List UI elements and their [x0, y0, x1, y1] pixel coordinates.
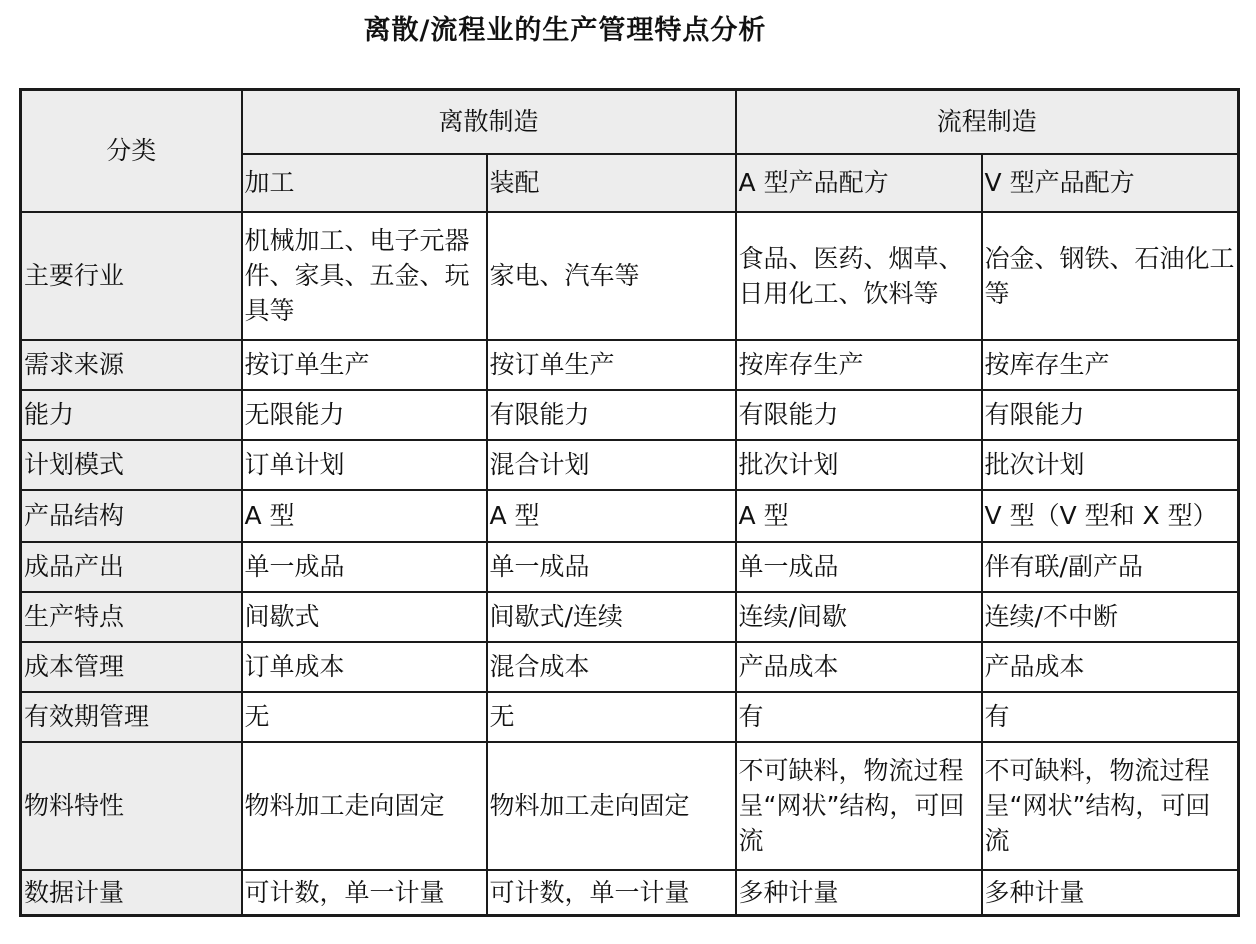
table-cell: 产品成本	[982, 642, 1239, 692]
table-row	[21, 340, 1239, 390]
table-cell: 按库存生产	[736, 340, 982, 390]
comparison-table	[19, 88, 1240, 917]
table-cell: 按库存生产	[982, 340, 1239, 390]
table-cell: 按订单生产	[487, 340, 736, 390]
table-cell: A 型	[736, 490, 982, 542]
row-label: 有效期管理	[21, 692, 242, 742]
table-cell: 订单计划	[242, 440, 487, 490]
table-row	[21, 542, 1239, 592]
table-cell: 机械加工、电子元器件、家具、五金、玩具等	[242, 212, 487, 340]
table-cell: 产品成本	[736, 642, 982, 692]
table-cell: 批次计划	[982, 440, 1239, 490]
row-label: 数据计量	[21, 870, 242, 916]
table-row	[21, 490, 1239, 542]
table-cell: 冶金、钢铁、石油化工等	[982, 212, 1239, 340]
table-cell: 不可缺料，物流过程呈“网状”结构，可回流	[982, 742, 1239, 870]
table-cell: 单一成品	[242, 542, 487, 592]
table-cell: 订单成本	[242, 642, 487, 692]
row-label: 需求来源	[21, 340, 242, 390]
table-row	[21, 390, 1239, 440]
page-title: 离散/流程业的生产管理特点分析	[363, 15, 767, 46]
discrete-header: 离散制造	[242, 90, 736, 154]
table-cell: 物料加工走向固定	[242, 742, 487, 870]
subheader-assembly: 装配	[487, 154, 736, 212]
table-cell: 家电、汽车等	[487, 212, 736, 340]
table-cell: 有限能力	[982, 390, 1239, 440]
table-row	[21, 592, 1239, 642]
table-cell: 有限能力	[736, 390, 982, 440]
subheader-a-formula: A 型产品配方	[736, 154, 982, 212]
table-cell: A 型	[242, 490, 487, 542]
table-cell: 可计数，单一计量	[487, 870, 736, 916]
table-cell: 有限能力	[487, 390, 736, 440]
row-label: 主要行业	[21, 212, 242, 340]
table-cell: 间歇式	[242, 592, 487, 642]
row-label: 生产特点	[21, 592, 242, 642]
table-cell: 多种计量	[736, 870, 982, 916]
table-cell: 批次计划	[736, 440, 982, 490]
table-cell: 无	[487, 692, 736, 742]
table-cell: 食品、医药、烟草、日用化工、饮料等	[736, 212, 982, 340]
table-cell: 无限能力	[242, 390, 487, 440]
table-cell: 混合成本	[487, 642, 736, 692]
table-row	[21, 642, 1239, 692]
table-cell: 不可缺料，物流过程呈“网状”结构，可回流	[736, 742, 982, 870]
table-cell: 可计数，单一计量	[242, 870, 487, 916]
table-cell: 多种计量	[982, 870, 1239, 916]
table-cell: 单一成品	[487, 542, 736, 592]
table-row	[21, 440, 1239, 490]
table-row	[21, 870, 1239, 916]
table-cell: V 型（V 型和 X 型）	[982, 490, 1239, 542]
table-row	[21, 742, 1239, 870]
table-cell: 单一成品	[736, 542, 982, 592]
table-cell: 混合计划	[487, 440, 736, 490]
row-label: 产品结构	[21, 490, 242, 542]
subheader-v-formula: V 型产品配方	[982, 154, 1239, 212]
table-row	[21, 212, 1239, 340]
table-cell: 按订单生产	[242, 340, 487, 390]
subheader-machining: 加工	[242, 154, 487, 212]
header-row-top	[21, 90, 1239, 154]
row-label: 成品产出	[21, 542, 242, 592]
category-header: 分类	[21, 90, 242, 212]
table-cell: A 型	[487, 490, 736, 542]
table-cell: 物料加工走向固定	[487, 742, 736, 870]
row-label: 成本管理	[21, 642, 242, 692]
table-cell: 有	[982, 692, 1239, 742]
table-cell: 间歇式/连续	[487, 592, 736, 642]
table-cell: 有	[736, 692, 982, 742]
table-cell: 连续/间歇	[736, 592, 982, 642]
row-label: 能力	[21, 390, 242, 440]
process-header: 流程制造	[736, 90, 1239, 154]
row-label: 计划模式	[21, 440, 242, 490]
table-cell: 伴有联/副产品	[982, 542, 1239, 592]
table-row	[21, 692, 1239, 742]
table-cell: 连续/不中断	[982, 592, 1239, 642]
table-cell: 无	[242, 692, 487, 742]
row-label: 物料特性	[21, 742, 242, 870]
